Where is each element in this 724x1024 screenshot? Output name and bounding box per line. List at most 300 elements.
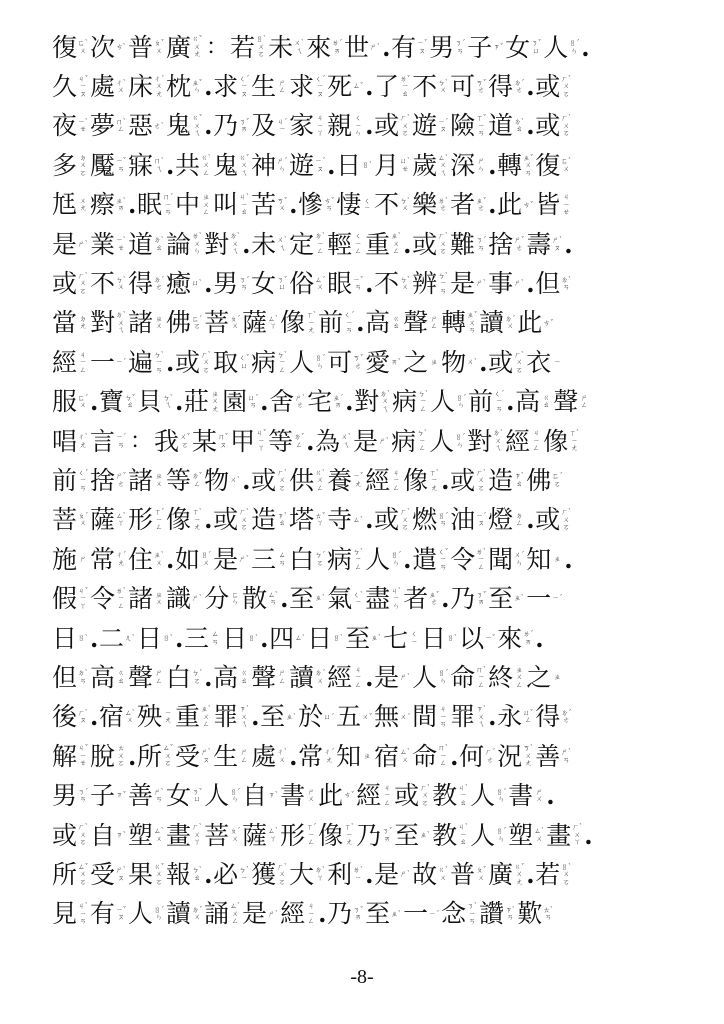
hanzi: 宅 [307,387,333,417]
zhuyin-annotation: ㄧˇ ㄡ [115,905,127,922]
hanzi: 必 [213,859,239,889]
zhuyin-annotation: ㄓˋ [513,594,525,603]
zhuyin-annotation: ㄌˋ ㄜ [437,196,449,213]
zhuyin-annotation: ㄧˇ ㄢ [115,157,127,173]
zhuyin-annotation: ㄖˋ [77,633,89,642]
period-mark: . [289,741,298,771]
zhuyin-annotation: ㄙˋ ㄨ [124,708,136,725]
annotated-character [412,190,450,220]
hanzi: 女 [251,269,277,299]
annotated-character [137,702,175,732]
zhuyin-annotation: ㄦˋ [124,633,136,642]
annotated-character [251,505,289,535]
zhuyin-annotation: ㄉˋ ㄚ [314,866,326,882]
annotated-character [412,545,450,575]
annotated-character [52,624,90,654]
annotated-character [394,781,432,811]
hanzi: 終 [488,662,514,692]
zhuyin-annotation: ㄉˋ ㄧ ㄥ [314,232,326,256]
period-mark: . [564,544,573,574]
zhuyin-annotation: ㄙˋ ㄨ ㄟ [437,153,449,177]
hanzi: 重 [365,229,391,259]
period-mark: . [280,584,289,614]
annotated-character [450,702,488,732]
hanzi: 解 [52,741,78,771]
zhuyin-annotation: ㄓˋ [419,830,431,839]
annotated-character [535,111,573,141]
hanzi: 共 [175,150,201,180]
zhuyin-annotation: ㄩˊ ㄢ [247,393,259,410]
annotated-character [137,190,175,220]
annotated-character [441,899,479,929]
hanzi: 不 [374,269,400,299]
zhuyin-annotation: ㄓ ㄨ ㄥ [515,665,523,689]
annotated-character [204,899,242,929]
zhuyin-annotation: ㄐ ㄧ ㄥ [79,350,87,374]
annotated-character [450,584,488,614]
hanzi: 轉 [441,308,467,338]
annotated-character [403,348,441,378]
hanzi: 至 [289,584,315,614]
zhuyin-annotation: ㄌˇ ㄧ ㄠ [399,74,411,98]
hanzi: 散 [242,584,268,614]
zhuyin-annotation: ㄑ ㄧ ㄥ [354,232,362,256]
hanzi: 果 [128,859,154,889]
hanzi: 復 [535,150,561,180]
zhuyin-annotation: ㄩˋ [191,279,203,288]
annotated-character [99,624,137,654]
zhuyin-annotation: ㄋˋ ㄧ ㄢ [466,902,478,926]
zhuyin-annotation: ㄓˇ ㄨ ㄢ [522,153,534,177]
hanzi: 歲 [412,150,438,180]
hanzi: 利 [327,859,353,889]
zhuyin-annotation: ㄏˋ ㄨ ㄛ [419,783,431,807]
zhuyin-annotation: ㄍˋ ㄨ ㄥ [314,468,326,492]
zhuyin-annotation: ㄕ ㄨ [535,787,543,804]
zhuyin-annotation: ㄏˋ ㄨ ㄚ [191,823,203,847]
annotated-character [467,427,505,457]
zhuyin-annotation: ㄉˋ ㄠ [153,236,165,252]
zhuyin-annotation: ㄏˋ ㄨ ㄛ [475,468,487,492]
zhuyin-annotation: ㄓˋ [390,909,402,918]
annotated-character [488,860,526,890]
zhuyin-annotation: ㄏˋ ㄨ ㄛ [77,823,89,847]
zhuyin-annotation: ㄙˋ [294,633,306,642]
hanzi: 永 [497,702,523,732]
zhuyin-annotation: ㄓˊ ㄞ [332,393,344,410]
hanzi: 書 [280,781,306,811]
hanzi: 經 [280,899,306,929]
period-mark: . [535,623,544,653]
hanzi: 有 [90,899,116,929]
hanzi: 經 [505,426,531,456]
zhuyin-annotation: ㄨˊ [399,712,411,721]
annotated-character [251,742,289,772]
zhuyin-annotation: ㄙˋ ㄢ [267,590,279,607]
hanzi: 乃 [450,584,476,614]
zhuyin-annotation: ㄅˋ ㄧ [238,866,250,882]
zhuyin-annotation: ㄍˇ ㄨ ㄟ [238,153,250,177]
zhuyin-annotation: ㄓˋ ㄞ [115,196,127,213]
period-mark: . [242,465,251,495]
period-mark: . [90,623,99,653]
zhuyin-annotation: ㄙˋ [352,515,364,524]
annotated-character [450,545,488,575]
zhuyin-annotation: ㄨˋ [466,358,478,367]
hanzi: 男 [52,781,78,811]
hanzi: 況 [497,741,523,771]
annotated-character [230,427,268,457]
zhuyin-annotation: ㄨ ㄤ [79,196,87,213]
zhuyin-annotation: ㄏˋ ㄨ ㄛ [437,232,449,256]
period-mark: . [204,505,213,535]
text-line [52,186,702,225]
period-mark: . [441,465,450,495]
hanzi: 遊 [289,150,315,180]
hanzi: 高 [515,387,541,417]
zhuyin-annotation: ㄧˊ [428,909,440,918]
hanzi: 眼 [327,269,353,299]
annotated-character [535,742,573,772]
hanzi: 我 [154,426,180,456]
hanzi: 鬼 [166,111,192,141]
annotated-character [52,781,90,811]
hanzi: 癒 [166,269,192,299]
annotated-character [298,190,336,220]
text-line [52,895,702,934]
zhuyin-annotation: ㄅˋ ㄧ ㄥ [276,350,288,374]
hanzi: 不 [374,190,400,220]
hanzi: 常 [298,741,324,771]
zhuyin-annotation: ㄓˇ ㄜ [475,196,487,213]
hanzi: 鬼 [213,150,239,180]
period-mark: . [175,623,184,653]
hanzi: 菩 [204,820,230,850]
zhuyin-annotation: ㄑˇ ㄩ [238,354,250,370]
annotated-character [374,505,412,535]
hanzi: 處 [90,72,116,102]
hanzi: 辨 [412,269,438,299]
hanzi: 復 [52,32,78,62]
annotated-character [230,33,268,63]
hanzi: 無 [374,702,400,732]
annotated-character [535,702,573,732]
annotated-character [52,387,90,417]
hanzi: 處 [251,741,277,771]
zhuyin-annotation: ㄨˋ ㄟ [340,433,352,449]
annotated-character [184,624,222,654]
period-mark: . [204,859,213,889]
hanzi: 聲 [251,662,277,692]
annotated-character [336,151,374,181]
zhuyin-annotation: ㄈ ㄣ [231,590,239,607]
period-mark: . [166,150,175,180]
hanzi: 轉 [497,150,523,180]
zhuyin-annotation: ㄨˇ [361,712,373,721]
zhuyin-annotation: ㄉˋ ㄠ [513,117,525,134]
zhuyin-annotation: ㄏˋ ㄨ ㄛ [276,468,288,492]
annotated-character [450,111,488,141]
hanzi: 日 [52,623,78,653]
period-mark: . [204,111,213,141]
hanzi: 日 [421,623,447,653]
annotated-character [289,505,327,535]
zhuyin-annotation: ㄧˇ ㄡ [416,39,428,55]
text-line [52,658,702,697]
hanzi: 寐 [128,150,154,180]
hanzi: 是 [353,426,379,456]
zhuyin-annotation: ㄅˋ ㄨ [399,196,411,213]
zhuyin-annotation: ㄧˇ ㄤ [352,472,364,488]
hanzi: 至 [345,623,371,653]
hanzi: 誦 [204,899,230,929]
hanzi: 盡 [365,584,391,614]
period-mark: . [526,111,535,141]
text-line [52,225,702,264]
hanzi: 塔 [289,505,315,535]
annotated-character [213,190,251,220]
annotated-character [90,466,128,496]
annotated-character [307,624,345,654]
text-line [52,501,702,540]
period-mark: . [382,32,391,62]
hanzi: 一 [90,347,116,377]
annotated-character [166,860,204,890]
zhuyin-annotation: ㄐˋ ㄧ ㄠ [457,783,469,807]
zhuyin-annotation: ㄕˇ ㄜ [115,472,127,488]
hanzi: 三 [184,623,210,653]
zhuyin-annotation: ㄐ ㄧ ㄝ [562,193,570,216]
zhuyin-annotation: ㄖˊ ㄣ [495,827,507,843]
zhuyin-annotation: ㄐ ㄧ ㄥ [392,468,400,492]
zhuyin-annotation: ㄕˋ [191,594,203,603]
hanzi: 是 [450,269,476,299]
period-mark: . [526,505,535,535]
zhuyin-annotation: ㄕˋ [378,436,390,445]
hanzi: 經 [327,662,353,692]
zhuyin-annotation: ㄅˋ ㄧ ㄥ [352,547,364,571]
hanzi: 道 [128,229,154,259]
zhuyin-annotation: ㄋˊ ㄢ [238,275,250,292]
zhuyin-annotation: ㄧ [553,358,561,367]
hanzi: 或 [374,505,400,535]
annotated-character [327,348,365,378]
annotated-character [479,308,517,338]
annotated-character [52,899,90,929]
annotated-character [128,545,166,575]
hanzi: 高 [213,662,239,692]
zhuyin-annotation: ㄑ ㄧ [363,196,371,213]
zhuyin-annotation: ㄆˇ ㄨ [475,866,487,882]
annotated-character [251,269,289,299]
hanzi: 女 [505,32,531,62]
zhuyin-annotation: ㄋˇ ㄩ [191,787,203,804]
annotated-character [412,151,450,181]
hanzi: 佛 [166,308,192,338]
hanzi: 及 [251,111,277,141]
hanzi: 前 [52,465,78,495]
hanzi: 瘵 [90,190,116,220]
zhuyin-annotation: ㄔˋ ㄨ [276,748,288,764]
hanzi: 後 [52,702,78,732]
hanzi: 來 [497,623,523,653]
zhuyin-annotation: ㄑˊ ㄧ ㄡ [314,74,326,98]
zhuyin-annotation: ㄓ [553,673,561,682]
zhuyin-annotation: ㄕˋ [369,42,381,51]
period-mark: . [488,150,497,180]
text-line [52,264,702,303]
period-mark: . [526,859,535,889]
annotated-character [374,190,412,220]
period-mark: . [581,32,590,62]
zhuyin-annotation: ㄒˋ ㄧ ㄤ [568,429,580,453]
hanzi: 險 [450,111,476,141]
annotated-character [488,72,526,102]
hanzi: 自 [90,820,116,850]
zhuyin-annotation: ㄗˋ ㄨ ㄟ [238,705,250,729]
annotated-character [432,821,470,851]
hanzi: 高 [90,662,116,692]
zhuyin-annotation: ㄙˋ ㄨ [153,827,165,843]
annotated-character [488,545,526,575]
annotated-character [166,230,204,260]
zhuyin-annotation: ㄐ ㄧ ㄥ [532,429,540,453]
hanzi: 世 [344,32,370,62]
zhuyin-annotation: ㄒˋ ㄧ ㄤ [191,508,203,532]
hanzi: 白 [166,662,192,692]
text-line [52,816,702,855]
zhuyin-annotation: ㄐˇ ㄧ ㄡ [77,74,89,98]
zhuyin-annotation: ㄖˋ [361,161,373,170]
annotated-character [450,860,488,890]
annotated-character [90,269,128,299]
annotated-character [365,584,403,614]
hanzi: 寺 [327,505,353,535]
hanzi: 或 [535,111,561,141]
period-mark: . [90,387,99,417]
annotated-character [488,230,526,260]
hanzi: 乃 [356,820,382,850]
period-mark: . [564,229,573,259]
hanzi: 枕 [166,72,192,102]
period-mark: . [365,662,374,692]
annotated-character [374,860,412,890]
hanzi: 對 [354,387,380,417]
zhuyin-annotation: ㄓˋ [370,633,382,642]
zhuyin-annotation: ㄕ ㄥ [240,748,248,764]
annotated-character [508,821,546,851]
hanzi: 難 [450,229,476,259]
hanzi: 輕 [327,229,353,259]
zhuyin-annotation: ㄕˋ [267,909,279,918]
annotated-character [251,72,289,102]
hanzi: 之 [403,347,429,377]
hanzi: 道 [488,111,514,141]
zhuyin-annotation: ㄑˊ ㄧ ㄡ [238,74,250,98]
zhuyin-annotation: ㄓ ㄨ [155,590,163,607]
annotated-character [392,387,430,417]
hanzi: 教 [432,781,458,811]
period-mark: . [450,741,459,771]
annotated-character [213,505,251,535]
hanzi: 重 [175,702,201,732]
hanzi: 識 [166,584,192,614]
annotated-character [318,821,356,851]
zhuyin-annotation: ㄏˋ ㄨ ㄚ [571,823,583,847]
hanzi: 此 [318,781,344,811]
hanzi: 殃 [137,702,163,732]
zhuyin-annotation: ㄙˇ [352,82,364,91]
zhuyin-annotation: ㄨˇ ㄛ [179,433,191,449]
zhuyin-annotation: ㄌˋ ㄧ [352,866,364,882]
zhuyin-annotation: ㄑ ㄧ ㄣ [354,114,362,138]
annotated-character [289,466,327,496]
annotated-character [213,663,251,693]
hanzi: 脫 [90,741,116,771]
annotated-character [488,348,526,378]
annotated-character [421,624,459,654]
hanzi: 人 [470,820,496,850]
annotated-character [52,111,90,141]
annotated-character [289,545,327,575]
zhuyin-annotation: ㄐ ㄧ ㄥ [354,665,362,689]
zhuyin-annotation: ㄩˇ ㄥ [522,708,534,725]
zhuyin-annotation: ㄓˋ [314,594,326,603]
annotated-character [128,348,166,378]
hanzi: 未 [268,32,294,62]
zhuyin-annotation: ㄞˋ [390,358,402,367]
annotated-character [128,781,166,811]
zhuyin-annotation: ㄧˋ ㄝ [77,117,89,134]
annotated-character [289,269,327,299]
hanzi: 油 [450,505,476,535]
zhuyin-annotation: ㄕ ㄨ [307,787,315,804]
zhuyin-annotation: ㄈˊ ㄛ [551,472,563,488]
annotated-character [526,545,564,575]
hanzi: 男 [213,269,239,299]
period-mark: . [506,387,515,417]
annotated-character [213,742,251,772]
zhuyin-annotation: ㄑˊ ㄧ ㄢ [343,311,355,335]
zhuyin-annotation: ㄅˋ ㄨ [399,275,411,292]
zhuyin-annotation: ㄏˊ ㄜ [484,748,496,764]
zhuyin-annotation: ㄑ ㄧ [410,630,418,646]
zhuyin-annotation: ㄇˋ ㄧ ㄥ [437,744,449,768]
annotated-character [327,860,365,890]
zhuyin-annotation: ㄗˋ [115,830,127,839]
annotated-character [52,33,90,63]
annotated-character [280,308,318,338]
zhuyin-annotation: ㄐˋ ㄧ ㄢ [77,902,89,926]
hanzi: 念 [441,899,467,929]
zhuyin-annotation: ㄙˋ ㄚ [267,314,279,331]
hanzi: 是 [213,544,239,574]
annotated-character [99,387,137,417]
annotated-character [242,308,280,338]
annotated-character [412,663,450,693]
hanzi: 或 [394,781,420,811]
annotated-character [280,821,318,851]
zhuyin-annotation: ㄈˊ ㄨ [77,393,89,410]
zhuyin-annotation: ㄋˇ ㄩ [530,39,542,55]
hanzi: 對 [467,426,493,456]
colon-mark: ： [130,428,153,454]
annotated-character [128,230,166,260]
zhuyin-annotation: ㄍ ㄠ [117,669,125,685]
zhuyin-annotation: ㄕˋ [399,870,411,879]
zhuyin-annotation: ㄖˋ ㄨ ㄛ [560,862,572,886]
zhuyin-annotation: ㄓˋ ㄨ ㄥ [200,705,212,729]
